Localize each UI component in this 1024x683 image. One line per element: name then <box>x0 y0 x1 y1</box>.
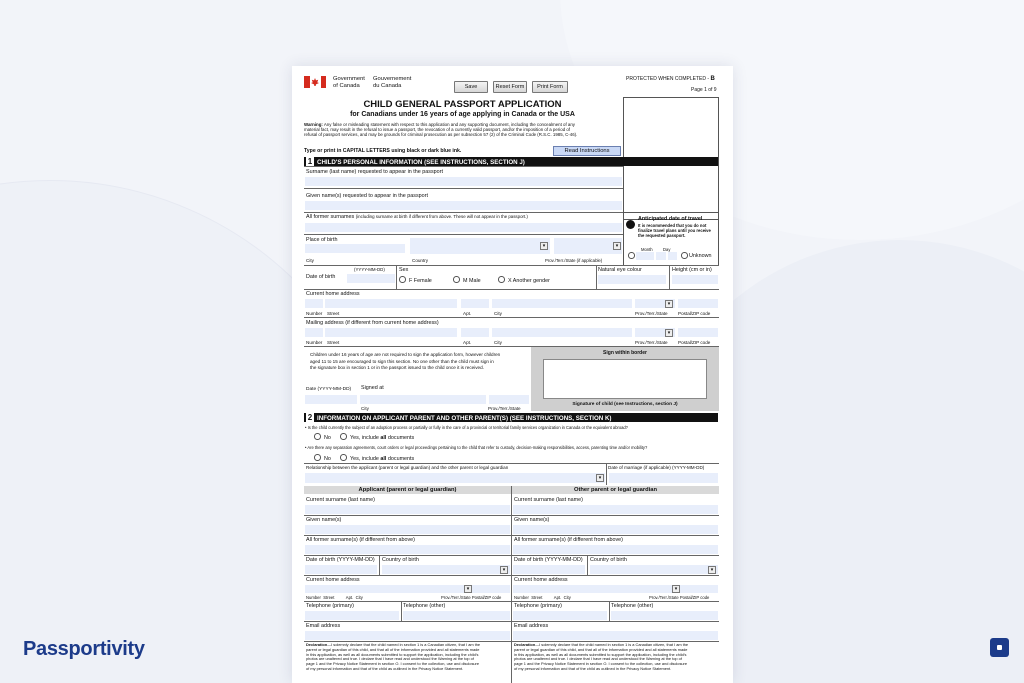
eye-colour-input[interactable] <box>598 275 666 284</box>
height-label: Height (cm or in) <box>672 267 712 273</box>
applicant-prov-postal-labels: Prov./Terr./State Postal/ZIP code <box>441 595 502 600</box>
other-email-label: Email address <box>514 623 549 629</box>
child-surname-label: Surname (last name) requested to appear in the passport <box>306 169 443 175</box>
prov-applicable-label: Prov./Terr./State (if applicable) <box>545 258 603 263</box>
adoption-yes-radio[interactable] <box>340 433 347 440</box>
postal-label: Postal/ZIP code <box>678 311 711 316</box>
travel-date-note: It is recommended that you do not finalize travel plans until you receive the requested passport. <box>638 223 711 238</box>
street-label: Street <box>327 311 340 316</box>
other-tel-primary-input[interactable] <box>513 611 607 620</box>
no-label: No <box>324 456 331 462</box>
child-given-names-label: Given name(s) requested to appear in the passport <box>306 193 428 199</box>
applicant-cob-select[interactable] <box>382 565 510 574</box>
relationship-dropdown[interactable]: ▾ <box>596 474 604 482</box>
number-label: Number <box>306 311 323 316</box>
birth-prov-dropdown[interactable]: ▾ <box>613 242 621 250</box>
street-label: Street <box>327 340 340 345</box>
custody-no-radio[interactable] <box>314 454 321 461</box>
child-given-names-input[interactable] <box>305 201 622 210</box>
applicant-tel-primary-label: Telephone (primary) <box>306 603 354 609</box>
birth-prov-select[interactable] <box>554 238 622 254</box>
home-address-label: Current home address <box>306 291 360 297</box>
city-label: City <box>494 311 502 316</box>
other-address-input[interactable] <box>513 585 718 593</box>
child-former-surnames-input[interactable] <box>305 223 622 232</box>
another-gender-label: X Another gender <box>508 278 550 284</box>
passportivity-logo: Passportivity <box>23 638 145 660</box>
other-tel-other-label: Telephone (other) <box>611 603 654 609</box>
child-dob-input[interactable] <box>347 274 395 283</box>
city-label: City <box>494 340 502 345</box>
other-tel-primary-label: Telephone (primary) <box>514 603 562 609</box>
sign-date-label: Date (YYYY-MM-DD) <box>306 387 352 392</box>
applicant-given-input[interactable] <box>305 525 510 534</box>
form-subtitle: for Canadians under 16 years of age applying in Canada or the USA <box>350 111 575 118</box>
applicant-dob-input[interactable] <box>305 565 377 574</box>
sex-female-radio[interactable] <box>399 276 406 283</box>
applicant-home-label: Current home address <box>306 577 360 583</box>
other-cob-label: Country of birth <box>590 557 627 563</box>
mail-number-input[interactable] <box>305 328 323 337</box>
section-2-header: 2 INFORMATION ON APPLICANT PARENT AND OTHER PARENT(S) (SEE INSTRUCTIONS, SECTION K) <box>304 413 718 422</box>
other-surname-label: Current surname (last name) <box>514 497 583 503</box>
signed-at-city-input[interactable] <box>360 395 486 404</box>
child-signature-box[interactable] <box>543 359 707 399</box>
postal-label: Postal/ZIP code <box>678 340 711 345</box>
sign-date-input[interactable] <box>305 395 357 404</box>
applicant-former-label: All former surname(s) (if different from above) <box>306 537 415 543</box>
other-dob-input[interactable] <box>513 565 585 574</box>
gov-fr-name: Gouvernement du Canada <box>373 76 412 89</box>
form-title: CHILD GENERAL PASSPORT APPLICATION <box>363 99 562 110</box>
height-input[interactable] <box>672 275 718 284</box>
other-home-label: Current home address <box>514 577 568 583</box>
page-number: Page 1 of 9 <box>691 87 717 93</box>
female-label: F Female <box>409 278 432 284</box>
birth-country-select[interactable] <box>410 238 550 254</box>
apt-label: Apt. <box>463 340 472 345</box>
relationship-label: Relationship between the applicant (parent or legal guardian) and the other parent or legal guardian <box>306 465 509 470</box>
print-form-button[interactable]: Print Form <box>532 81 568 93</box>
other-given-label: Given name(s) <box>514 517 550 523</box>
passport-form-page <box>292 66 733 683</box>
mailing-address-label: Mailing address (if different from current home address) <box>306 320 439 326</box>
prov-state-label: Prov./Terr./State <box>635 311 668 316</box>
yes-include-label: Yes, include all documents <box>350 456 415 462</box>
signed-at-label: Signed at <box>361 385 384 391</box>
applicant-column-header: Applicant (parent or legal guardian) <box>304 486 511 494</box>
month-label: Month <box>641 247 653 252</box>
unknown-label: Unknown <box>689 253 712 259</box>
home-prov-dropdown[interactable]: ▾ <box>665 300 673 308</box>
date-fmt-label: (YYYY-MM-DD) <box>354 267 385 272</box>
prov-state-label: Prov./Terr./State <box>635 340 668 345</box>
sex-another-radio[interactable] <box>498 276 505 283</box>
other-surname-input[interactable] <box>513 505 718 514</box>
applicant-cob-label: Country of birth <box>382 557 419 563</box>
applicant-addr-labels: Number Street Apt. City <box>306 595 363 600</box>
sex-label: Sex <box>399 267 409 273</box>
other-cob-select[interactable] <box>590 565 718 574</box>
home-street-input[interactable] <box>325 299 457 308</box>
applicant-tel-other-label: Telephone (other) <box>403 603 446 609</box>
reset-form-button[interactable]: Reset Form <box>493 81 527 93</box>
other-addr-labels: Number Street Apt. City <box>514 595 571 600</box>
no-label: No <box>324 435 331 441</box>
travel-year-input[interactable] <box>636 252 654 260</box>
relationship-select[interactable] <box>305 473 605 483</box>
applicant-dob-label: Date of birth (YYYY-MM-DD) <box>306 557 375 563</box>
applicant-email-label: Email address <box>306 623 341 629</box>
home-number-input[interactable] <box>305 299 323 308</box>
applicant-surname-label: Current surname (last name) <box>306 497 375 503</box>
birth-country-dropdown[interactable]: ▾ <box>540 242 548 250</box>
signature-of-child-label: Signature of child (see Instructions, section J) <box>572 402 678 407</box>
sign-city-label: City <box>361 406 369 411</box>
applicant-address-input[interactable] <box>305 585 510 593</box>
warning-text: Warning: Any false or misleading statement with respect to this application and any supporting document, including the concealment of any material fact, may result in the refusal to issue a passport, the revocation of a currently valid passport, and/or the imposition of a period of refusal of passport services, and may be grounds for criminal prosecution as per subsection 57 (2) of the Criminal Code (R.S.C. 1985, C-46). <box>304 122 578 138</box>
read-instructions-button[interactable]: Read Instructions <box>553 146 621 156</box>
yes-include-label: Yes, include all documents <box>350 435 415 441</box>
birth-city-input[interactable] <box>305 244 405 253</box>
other-prov-postal-labels: Prov./Terr./State Postal/ZIP code <box>649 595 710 600</box>
place-of-birth-label: Place of birth <box>306 237 338 243</box>
travel-date-radio[interactable] <box>628 252 635 259</box>
other-prov-dropdown[interactable]: ▾ <box>672 585 680 593</box>
other-declaration: Declaration—I solemnly declare that the child named in section 1 is a Canadian citizen, that I am the parent or legal guardian of this child, and that all of the information provided and all statements made in this application, as well as all documents submitted to support the application, including the child's photos are unaltered and true. I declare that I have read and understood the Warning at the top of page 1 and the Privacy Notice Statement in section O. I consent to the collection, use and disclosure of my personal information and that of the child as outlined in the Privacy Notice Statement. <box>514 642 689 671</box>
applicant-surname-input[interactable] <box>305 505 510 514</box>
other-cob-dropdown[interactable]: ▾ <box>708 566 716 574</box>
travel-unknown-radio[interactable] <box>681 252 688 259</box>
protected-label: PROTECTED WHEN COMPLETED - B <box>626 76 715 82</box>
child-signature-note: Children under 16 years of age are not required to sign the application form, however children aged 11 to 15 are encouraged to sign this section. No one other than the child must sign in the signature box in section 1 or in the passport issued to the child once it is received. <box>310 352 501 371</box>
gov-en-name: Government of Canada <box>333 76 365 89</box>
sign-within-label: Sign within border <box>603 350 647 356</box>
city-label: City <box>306 258 314 263</box>
eye-colour-label: Natural eye colour <box>598 267 642 273</box>
other-email-input[interactable] <box>513 631 718 640</box>
sign-prov-label: Prov./Terr./State <box>488 406 521 411</box>
sex-male-radio[interactable] <box>453 276 460 283</box>
day-label: Day <box>663 247 671 252</box>
other-former-label: All former surname(s) (if different from above) <box>514 537 623 543</box>
mail-prov-dropdown[interactable]: ▾ <box>665 329 673 337</box>
male-label: M Male <box>463 278 481 284</box>
save-button[interactable]: Save <box>454 81 488 93</box>
applicant-declaration: Declaration—I solemnly declare that the child named in section 1 is a Canadian citizen, that I am the parent or legal guardian of this child, and that all of the information provided and all statements made in this application, as well as all documents submitted to support the application, including the child's photos are unaltered and true. I declare that I have read and understood the Warning at the top of page 1 and the Privacy Notice Statement in section O. I consent to the collection, use and disclosure of my personal information and that of the child as outlined in the Privacy Notice Statement. <box>306 642 481 671</box>
marriage-date-input[interactable] <box>609 473 718 483</box>
home-postal-input[interactable] <box>678 299 718 308</box>
marriage-date-label: Date of marriage (if applicable) (YYYY-MM-DD) <box>608 465 705 470</box>
type-print-instruction: Type or print in CAPITAL LETTERS using black or dark blue ink. <box>304 148 462 154</box>
adoption-no-radio[interactable] <box>314 433 321 440</box>
travel-month-input[interactable] <box>656 252 666 260</box>
home-apt-input[interactable] <box>461 299 489 308</box>
number-label: Number <box>306 340 323 345</box>
mail-postal-input[interactable] <box>678 328 718 337</box>
travel-date-title: Anticipated date of travel <box>638 216 703 222</box>
child-surname-input[interactable] <box>305 177 622 186</box>
mail-apt-input[interactable] <box>461 328 489 337</box>
mail-city-input[interactable] <box>492 328 632 337</box>
mail-street-input[interactable] <box>325 328 457 337</box>
date-of-birth-label: Date of birth <box>306 274 336 280</box>
other-parent-column-header: Other parent or legal guardian <box>512 486 719 494</box>
adoption-question: • Is the child currently the subject of an adoption process or partially or fully in the care of a provincial or territorial family services organization in Canada or the equivalent abroad? <box>305 425 628 430</box>
travel-day-input[interactable] <box>668 252 677 260</box>
country-label: Country <box>412 258 429 263</box>
applicant-email-input[interactable] <box>305 631 510 640</box>
child-former-surnames-label: All former surnames (including surname at birth if different from above. These will not appear in the passport.) <box>306 214 528 220</box>
apt-label: Apt. <box>463 311 472 316</box>
applicant-tel-other-input[interactable] <box>403 611 510 620</box>
custody-yes-radio[interactable] <box>340 454 347 461</box>
other-former-input[interactable] <box>513 545 718 554</box>
applicant-prov-dropdown[interactable]: ▾ <box>464 585 472 593</box>
home-city-input[interactable] <box>492 299 632 308</box>
custody-question: • Are there any separation agreements, court orders or legal proceedings pertaining to the child that refer to custody, decision-making responsibilities, access, parenting time and/or mobility? <box>305 445 648 450</box>
other-dob-label: Date of birth (YYYY-MM-DD) <box>514 557 583 563</box>
section-1-header: 1 CHILD'S PERSONAL INFORMATION (SEE INSTRUCTIONS, SECTION J) <box>304 157 718 166</box>
applicant-former-input[interactable] <box>305 545 510 554</box>
applicant-given-label: Given name(s) <box>306 517 342 523</box>
other-tel-other-input[interactable] <box>611 611 718 620</box>
applicant-cob-dropdown[interactable]: ▾ <box>500 566 508 574</box>
other-given-input[interactable] <box>513 525 718 534</box>
calendar-icon <box>626 220 635 229</box>
passportivity-badge-icon <box>990 638 1009 657</box>
applicant-tel-primary-input[interactable] <box>305 611 399 620</box>
canada-flag-icon <box>304 76 326 88</box>
signed-at-prov-input[interactable] <box>489 395 529 404</box>
